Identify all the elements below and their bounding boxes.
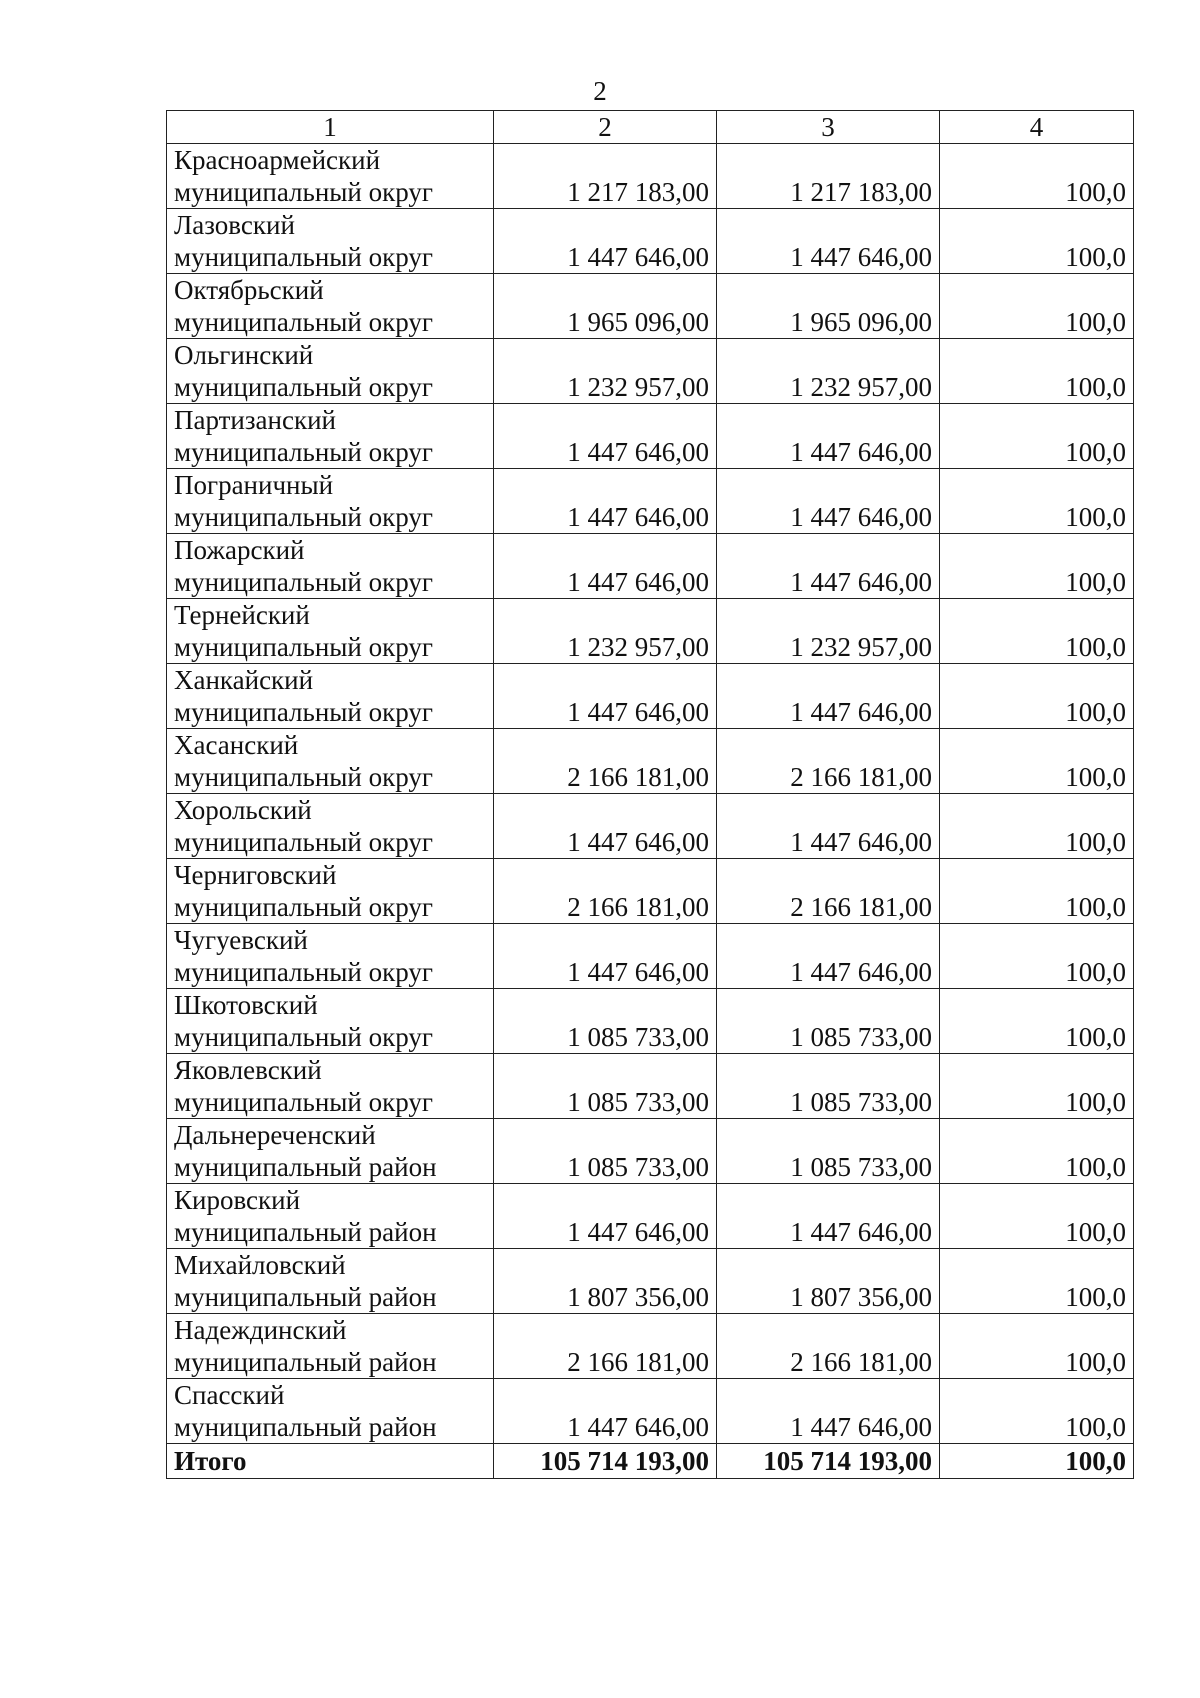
municipality-name: Шкотовский — [174, 990, 318, 1020]
table-row — [167, 339, 1134, 404]
percent-cell: 100,0 — [940, 209, 1134, 274]
table-row — [167, 1314, 1134, 1379]
municipality-name-cell — [167, 859, 494, 924]
municipality-type: муниципальный район — [174, 1412, 437, 1442]
municipality-name: Спасский — [174, 1380, 285, 1410]
column-header: 2 — [494, 111, 717, 144]
municipality-name-cell — [167, 989, 494, 1054]
municipality-type: муниципальный округ — [174, 307, 433, 337]
municipality-name: Кировский — [174, 1185, 301, 1215]
municipality-name: Пограничный — [174, 470, 334, 500]
amount-col3-cell: 2 166 181,00 — [717, 859, 940, 924]
table-row — [167, 534, 1134, 599]
percent-cell: 100,0 — [940, 469, 1134, 534]
percent-cell: 100,0 — [940, 339, 1134, 404]
amount-col2-cell: 1 447 646,00 — [494, 534, 717, 599]
percent-cell: 100,0 — [940, 989, 1134, 1054]
column-header: 1 — [167, 111, 494, 144]
amount-col3-cell: 1 447 646,00 — [717, 209, 940, 274]
table-body — [167, 111, 1134, 1479]
percent-cell: 100,0 — [940, 1249, 1134, 1314]
municipality-name-cell — [167, 1379, 494, 1444]
table-row — [167, 469, 1134, 534]
municipality-name-cell — [167, 1184, 494, 1249]
municipality-name: Черниговский — [174, 860, 337, 890]
amount-col3-cell: 1 447 646,00 — [717, 664, 940, 729]
amount-col2-cell: 1 232 957,00 — [494, 599, 717, 664]
municipality-name-cell — [167, 1119, 494, 1184]
table-row — [167, 599, 1134, 664]
municipality-type: муниципальный район — [174, 1282, 437, 1312]
municipality-name: Партизанский — [174, 405, 336, 435]
municipality-name: Пожарский — [174, 535, 305, 565]
amount-col2-cell: 1 232 957,00 — [494, 339, 717, 404]
amount-col3-cell: 1 232 957,00 — [717, 599, 940, 664]
municipality-name: Хасанский — [174, 730, 299, 760]
total-percent: 100,0 — [940, 1444, 1134, 1479]
amount-col2-cell: 1 447 646,00 — [494, 404, 717, 469]
amount-col2-cell: 1 085 733,00 — [494, 1119, 717, 1184]
amount-col2-cell: 1 447 646,00 — [494, 469, 717, 534]
municipality-type: муниципальный округ — [174, 697, 433, 727]
amount-col3-cell: 1 447 646,00 — [717, 469, 940, 534]
table-row — [167, 144, 1134, 209]
amount-col3-cell: 1 085 733,00 — [717, 1119, 940, 1184]
municipality-type: муниципальный округ — [174, 957, 433, 987]
column-header: 4 — [940, 111, 1134, 144]
table-row — [167, 1379, 1134, 1444]
municipality-type: муниципальный округ — [174, 437, 433, 467]
municipality-type: муниципальный округ — [174, 502, 433, 532]
total-col2: 105 714 193,00 — [494, 1444, 717, 1479]
municipality-name-cell — [167, 599, 494, 664]
table-row — [167, 1249, 1134, 1314]
percent-cell: 100,0 — [940, 794, 1134, 859]
municipality-name: Яковлевский — [174, 1055, 322, 1085]
total-col3: 105 714 193,00 — [717, 1444, 940, 1479]
amount-col3-cell: 1 447 646,00 — [717, 1184, 940, 1249]
page-number: 2 — [593, 76, 607, 106]
municipality-name: Михайловский — [174, 1250, 346, 1280]
percent-cell: 100,0 — [940, 404, 1134, 469]
municipality-type: муниципальный округ — [174, 242, 433, 272]
amount-col2-cell: 1 085 733,00 — [494, 989, 717, 1054]
percent-cell: 100,0 — [940, 1314, 1134, 1379]
municipality-type: муниципальный округ — [174, 892, 433, 922]
table-row — [167, 859, 1134, 924]
municipality-name: Надеждинский — [174, 1315, 347, 1345]
municipality-name: Ханкайский — [174, 665, 314, 695]
column-header: 3 — [717, 111, 940, 144]
total-row — [167, 1444, 1134, 1479]
amount-col3-cell: 1 447 646,00 — [717, 924, 940, 989]
percent-cell: 100,0 — [940, 599, 1134, 664]
table-row — [167, 1119, 1134, 1184]
percent-cell: 100,0 — [940, 664, 1134, 729]
municipality-name-cell — [167, 209, 494, 274]
table-row — [167, 924, 1134, 989]
table-row — [167, 404, 1134, 469]
municipality-name: Тернейский — [174, 600, 310, 630]
amount-col2-cell: 1 447 646,00 — [494, 794, 717, 859]
amount-col2-cell: 1 447 646,00 — [494, 1379, 717, 1444]
municipality-type: муниципальный округ — [174, 1087, 433, 1117]
municipality-type: муниципальный округ — [174, 372, 433, 402]
table-header-row — [167, 111, 1134, 144]
amount-col3-cell: 1 807 356,00 — [717, 1249, 940, 1314]
amount-col3-cell: 1 085 733,00 — [717, 989, 940, 1054]
municipality-name: Хорольский — [174, 795, 312, 825]
total-label: Итого — [167, 1444, 494, 1479]
municipality-name-cell — [167, 924, 494, 989]
percent-cell: 100,0 — [940, 144, 1134, 209]
municipality-type: муниципальный район — [174, 1347, 437, 1377]
table-row — [167, 729, 1134, 794]
table-row — [167, 209, 1134, 274]
table-row — [167, 794, 1134, 859]
amount-col3-cell: 2 166 181,00 — [717, 729, 940, 794]
municipality-name: Чугуевский — [174, 925, 308, 955]
municipality-type: муниципальный округ — [174, 1022, 433, 1052]
municipality-name: Октябрьский — [174, 275, 324, 305]
municipality-name-cell — [167, 664, 494, 729]
table-row — [167, 664, 1134, 729]
municipality-type: муниципальный округ — [174, 632, 433, 662]
amount-col2-cell: 1 447 646,00 — [494, 924, 717, 989]
municipality-type: муниципальный округ — [174, 177, 433, 207]
municipality-name-cell — [167, 729, 494, 794]
amount-col3-cell: 1 232 957,00 — [717, 339, 940, 404]
amount-col2-cell: 1 447 646,00 — [494, 664, 717, 729]
municipality-name-cell — [167, 1314, 494, 1379]
percent-cell: 100,0 — [940, 859, 1134, 924]
table-row — [167, 1184, 1134, 1249]
amount-col3-cell: 1 085 733,00 — [717, 1054, 940, 1119]
municipality-name-cell — [167, 274, 494, 339]
amount-col3-cell: 2 166 181,00 — [717, 1314, 940, 1379]
amount-col3-cell: 1 447 646,00 — [717, 534, 940, 599]
amount-col3-cell: 1 217 183,00 — [717, 144, 940, 209]
municipality-name-cell — [167, 144, 494, 209]
amount-col2-cell: 2 166 181,00 — [494, 1314, 717, 1379]
table-row — [167, 1054, 1134, 1119]
amount-col2-cell: 1 807 356,00 — [494, 1249, 717, 1314]
municipality-name: Красноармейский — [174, 145, 381, 175]
municipality-type: муниципальный район — [174, 1152, 437, 1182]
percent-cell: 100,0 — [940, 924, 1134, 989]
amount-col3-cell: 1 447 646,00 — [717, 404, 940, 469]
municipality-name: Дальнереченский — [174, 1120, 376, 1150]
percent-cell: 100,0 — [940, 1184, 1134, 1249]
amount-col3-cell: 1 447 646,00 — [717, 1379, 940, 1444]
municipality-name-cell — [167, 534, 494, 599]
municipality-name-cell — [167, 1054, 494, 1119]
amount-col2-cell: 1 085 733,00 — [494, 1054, 717, 1119]
percent-cell: 100,0 — [940, 729, 1134, 794]
percent-cell: 100,0 — [940, 1054, 1134, 1119]
table-row — [167, 274, 1134, 339]
municipality-type: муниципальный округ — [174, 567, 433, 597]
percent-cell: 100,0 — [940, 1379, 1134, 1444]
municipality-type: муниципальный округ — [174, 827, 433, 857]
amount-col2-cell: 2 166 181,00 — [494, 729, 717, 794]
percent-cell: 100,0 — [940, 534, 1134, 599]
municipality-name-cell — [167, 404, 494, 469]
percent-cell: 100,0 — [940, 1119, 1134, 1184]
municipality-type: муниципальный район — [174, 1217, 437, 1247]
amount-col3-cell: 1 965 096,00 — [717, 274, 940, 339]
amount-col3-cell: 1 447 646,00 — [717, 794, 940, 859]
percent-cell: 100,0 — [940, 274, 1134, 339]
municipality-name-cell — [167, 339, 494, 404]
allocation-table — [166, 110, 1134, 1479]
amount-col2-cell: 2 166 181,00 — [494, 859, 717, 924]
municipality-name: Лазовский — [174, 210, 295, 240]
municipality-name-cell — [167, 794, 494, 859]
amount-col2-cell: 1 217 183,00 — [494, 144, 717, 209]
amount-col2-cell: 1 447 646,00 — [494, 209, 717, 274]
table-row — [167, 989, 1134, 1054]
municipality-name-cell — [167, 469, 494, 534]
amount-col2-cell: 1 447 646,00 — [494, 1184, 717, 1249]
amount-col2-cell: 1 965 096,00 — [494, 274, 717, 339]
municipality-name: Ольгинский — [174, 340, 314, 370]
municipality-name-cell — [167, 1249, 494, 1314]
municipality-type: муниципальный округ — [174, 762, 433, 792]
